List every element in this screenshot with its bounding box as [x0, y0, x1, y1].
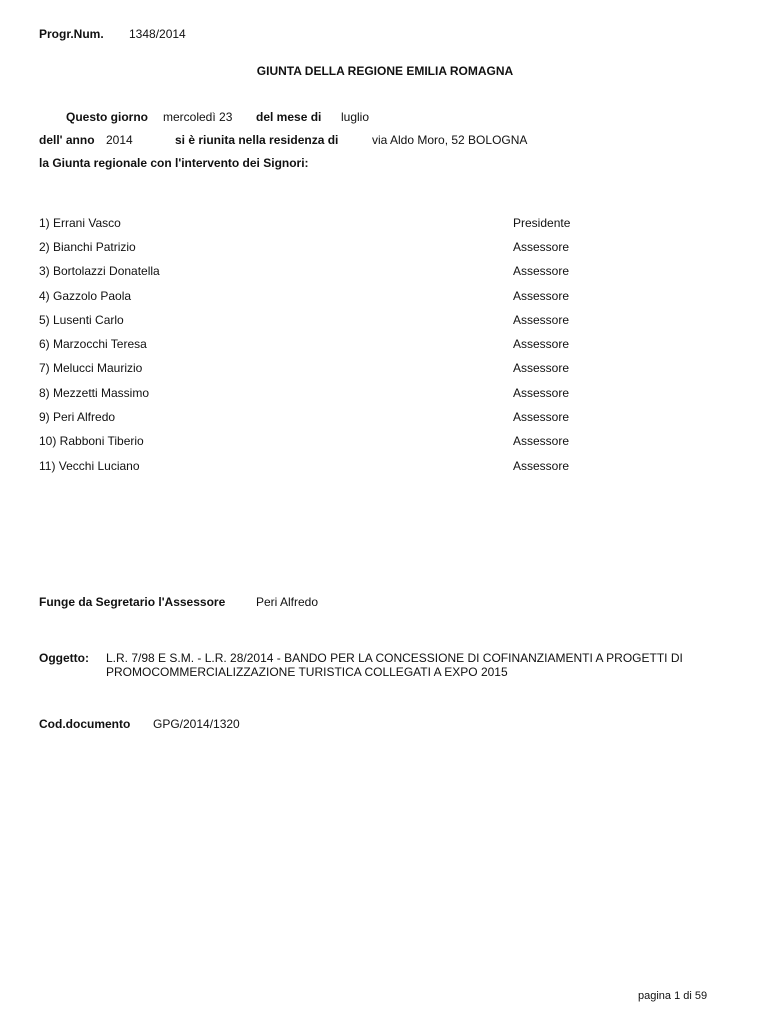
- member-name: 3) Bortolazzi Donatella: [39, 264, 160, 278]
- residence-label: si è riunita nella residenza di: [175, 133, 339, 147]
- list-item: [0, 434, 770, 448]
- residence-value: via Aldo Moro, 52 BOLOGNA: [372, 133, 528, 147]
- member-name: 7) Melucci Maurizio: [39, 361, 143, 375]
- list-item: [0, 264, 770, 278]
- member-name: 2) Bianchi Patrizio: [39, 240, 136, 254]
- member-role: Assessore: [513, 459, 570, 473]
- member-role: Assessore: [513, 264, 570, 278]
- day-label: Questo giorno: [66, 110, 148, 124]
- subject-line-2: PROMOCOMMERCIALIZZAZIONE TURISTICA COLLEGATI A EXPO 2015: [106, 665, 508, 679]
- list-item: [0, 337, 770, 351]
- subject-line-1: L.R. 7/98 E S.M. - L.R. 28/2014 - BANDO PER LA CONCESSIONE DI COFINANZIAMENTI A PROGETTI DI: [106, 651, 683, 665]
- list-item: [0, 313, 770, 327]
- member-name: 4) Gazzolo Paola: [39, 289, 132, 303]
- member-role: Assessore: [513, 361, 570, 375]
- member-role: Assessore: [513, 313, 570, 327]
- list-item: [0, 410, 770, 424]
- member-name: 9) Peri Alfredo: [39, 410, 116, 424]
- member-name: 10) Rabboni Tiberio: [39, 434, 144, 448]
- year-label: dell' anno: [39, 133, 95, 147]
- year-value: 2014: [106, 133, 133, 147]
- member-role: Assessore: [513, 240, 570, 254]
- member-name: 8) Mezzetti Massimo: [39, 386, 150, 400]
- subject-label: Oggetto:: [39, 651, 89, 665]
- member-role: Assessore: [513, 289, 570, 303]
- day-value: mercoledì 23: [163, 110, 233, 124]
- progr-num-label: Progr.Num.: [39, 27, 104, 41]
- attendance-intro: la Giunta regionale con l'intervento dei Signori:: [39, 156, 309, 170]
- member-name: 5) Lusenti Carlo: [39, 313, 124, 327]
- progr-num-value: 1348/2014: [129, 27, 186, 41]
- list-item: [0, 289, 770, 303]
- member-role: Assessore: [513, 386, 570, 400]
- list-item: [0, 240, 770, 254]
- member-role: Presidente: [513, 216, 571, 230]
- month-label: del mese di: [256, 110, 322, 124]
- list-item: [0, 459, 770, 473]
- member-name: 6) Marzocchi Teresa: [39, 337, 147, 351]
- document-code-label: Cod.documento: [39, 717, 131, 731]
- list-item: [0, 361, 770, 375]
- list-item: [0, 216, 770, 230]
- member-role: Assessore: [513, 410, 570, 424]
- page-number: pagina 1 di 59: [638, 990, 708, 1002]
- member-role: Assessore: [513, 337, 570, 351]
- secretary-label: Funge da Segretario l'Assessore: [39, 595, 226, 609]
- list-item: [0, 386, 770, 400]
- month-value: luglio: [341, 110, 370, 124]
- page-title: GIUNTA DELLA REGIONE EMILIA ROMAGNA: [256, 64, 514, 78]
- secretary-value: Peri Alfredo: [256, 595, 319, 609]
- member-name: 1) Errani Vasco: [39, 216, 121, 230]
- document-code-value: GPG/2014/1320: [153, 717, 240, 731]
- member-role: Assessore: [513, 434, 570, 448]
- member-name: 11) Vecchi Luciano: [39, 459, 140, 473]
